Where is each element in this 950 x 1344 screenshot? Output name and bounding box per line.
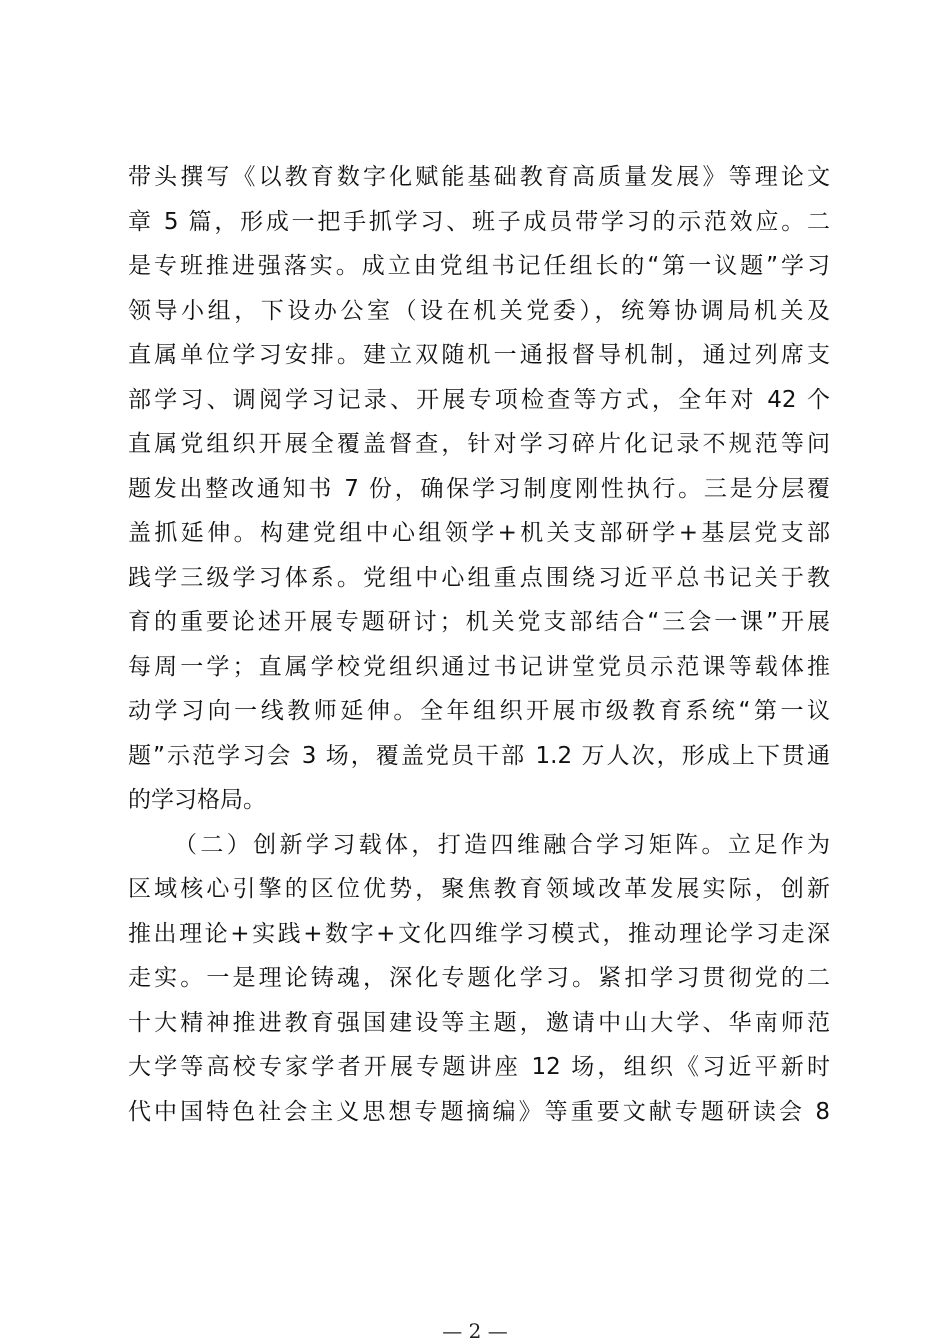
text-line: 育的重要论述开展专题研讨；机关党支部结合“三会一课”开展 [128, 609, 830, 635]
text-line: 题发出整改通知书 7 份，确保学习制度刚性执行。三是分层覆 [128, 475, 830, 502]
document-body [128, 155, 830, 1134]
text-line: 每周一学；直属学校党组织通过书记讲堂党员示范课等载体推 [128, 653, 830, 680]
text-line: 走实。一是理论铸魂，深化专题化学习。紧扣学习贯彻党的二 [128, 965, 830, 991]
page-number: — 2 — [442, 1319, 508, 1343]
text-line: 题”示范学习会 3 场，覆盖党员干部 1.2 万人次，形成上下贯通 [128, 742, 830, 769]
text-line: 动学习向一线教师延伸。全年组织开展市级教育系统“第一议 [128, 698, 830, 724]
text-line: 推出理论+实践+数字+文化四维学习模式，推动理论学习走深 [128, 920, 830, 947]
text-line: 领导小组，下设办公室（设在机关党委），统筹协调局机关及 [128, 297, 830, 324]
text-line: 部学习、调阅学习记录、开展专项检查等方式，全年对 42 个 [128, 386, 830, 413]
section-heading-line: （二）创新学习载体，打造四维融合学习矩阵。立足作为 [174, 831, 830, 858]
paragraph-end-line: 的学习格局。 [128, 787, 266, 813]
text-line: 大学等高校专家学者开展专题讲座 12 场，组织《习近平新时 [128, 1054, 830, 1080]
text-line: 带头撰写《以教育数字化赋能基础教育高质量发展》等理论文 [128, 164, 830, 190]
text-line: 章 5 篇，形成一把手抓学习、班子成员带学习的示范效应。二 [128, 208, 830, 235]
text-line: 十大精神推进教育强国建设等主题，邀请中山大学、华南师范 [128, 1009, 830, 1036]
text-line: 践学三级学习体系。党组中心组重点围绕习近平总书记关于教 [128, 564, 830, 591]
text-line: 直属单位学习安排。建立双随机一通报督导机制，通过列席支 [128, 342, 830, 368]
text-line: 是专班推进强落实。成立由党组书记任组长的“第一议题”学习 [128, 253, 830, 279]
text-line: 代中国特色社会主义思想专题摘编》等重要文献专题研读会 8 [128, 1098, 830, 1125]
text-line: 区域核心引擎的区位优势，聚焦教育领域改革发展实际，创新 [128, 876, 830, 902]
text-line: 直属党组织开展全覆盖督查，针对学习碎片化记录不规范等问 [128, 431, 830, 457]
text-line: 盖抓延伸。构建党组中心组领学+机关支部研学+基层党支部 [128, 520, 830, 546]
